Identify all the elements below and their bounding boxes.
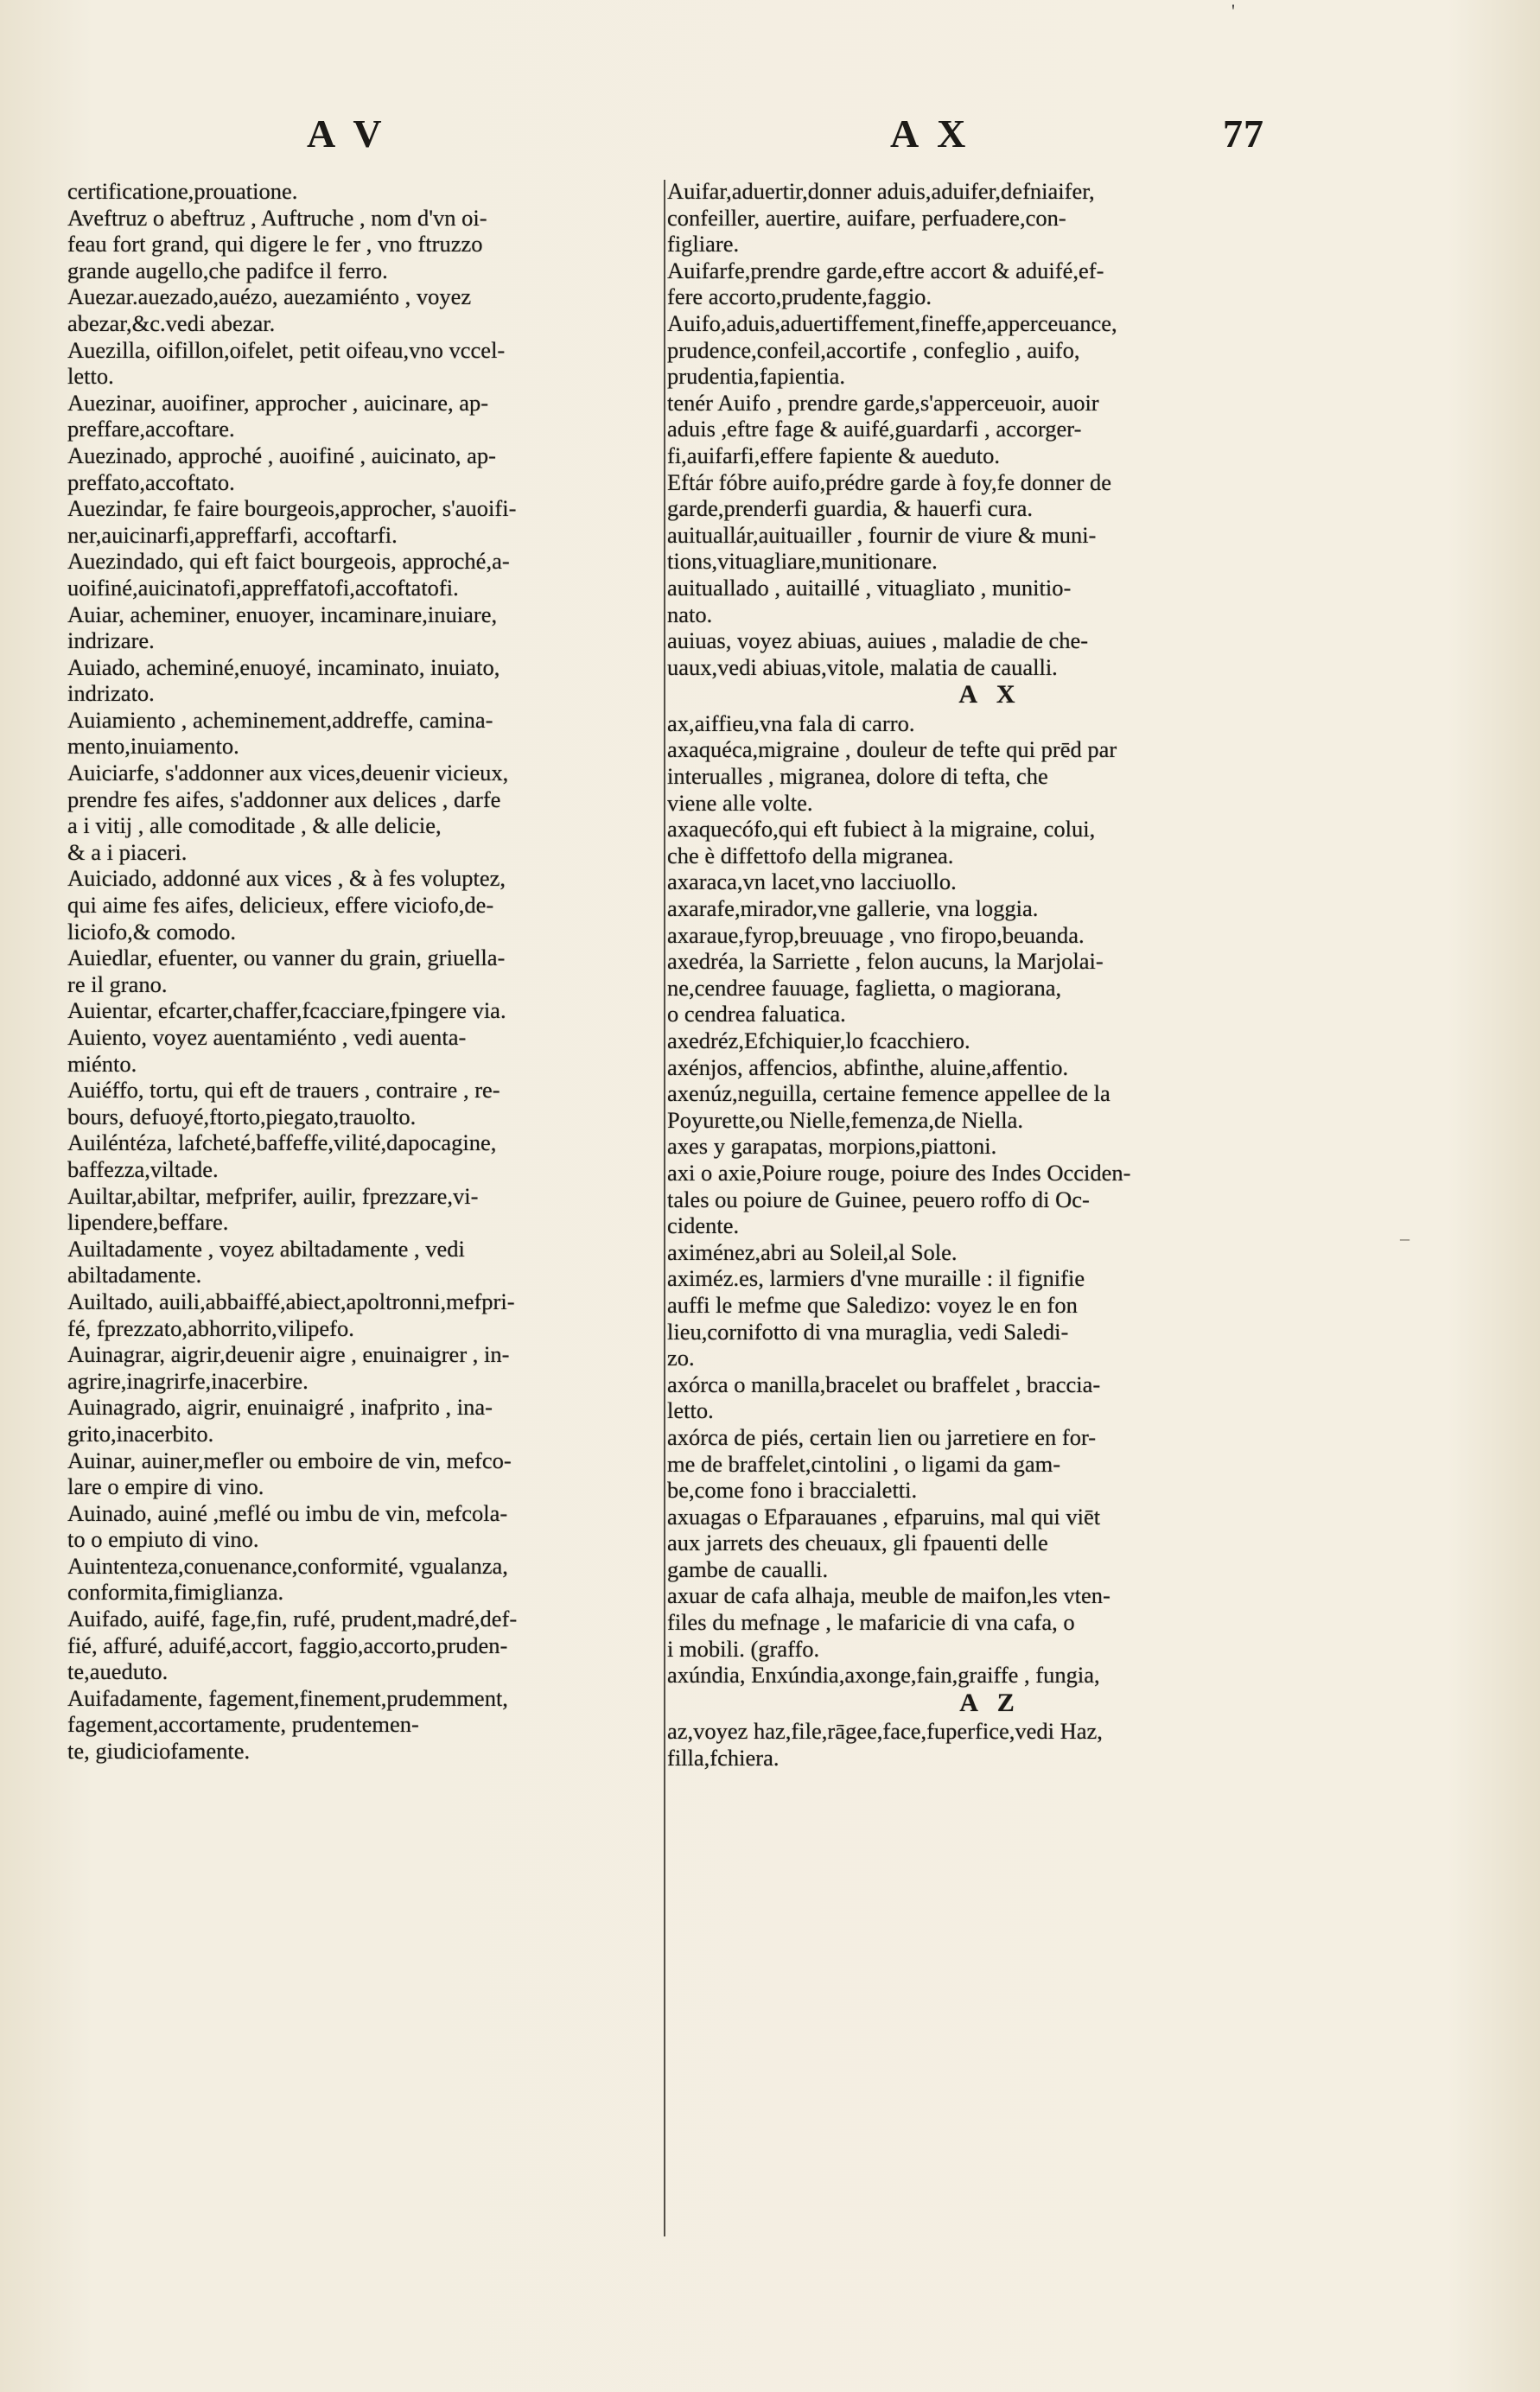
text-line: aux jarrets des cheuaux, gli fpauenti delle — [667, 1530, 1048, 1556]
text-line: auiuas, voyez abiuas, auiues , maladie de che- — [667, 627, 1089, 654]
text-line: fé, fprezzato,abhorrito,vilipefo. — [67, 1314, 354, 1341]
text-line: abezar,&c.vedi abezar. — [67, 309, 276, 336]
text-line: Auinar, auiner,mefler ou emboire de vin, mefco- — [67, 1447, 512, 1473]
text-line: tales ou poiure de Guinee, peuero roffo di Oc- — [667, 1186, 1090, 1212]
right-column-ax-entries — [667, 710, 1314, 1689]
text-line: auituallár,auituailler , fournir de viure & muni- — [667, 521, 1097, 548]
text-line: Auiltar,abiltar, mefprifer, auilir, fprezzare,vi- — [67, 1182, 479, 1209]
text-line: fagement,accortamente, prudentemen- — [67, 1711, 419, 1738]
text-line: grande augello,che padifce il ferro. — [67, 257, 388, 283]
text-line: be,come fono i braccialetti. — [667, 1477, 918, 1504]
text-line: ne,cendree fauuage, faglietta, o magiorana, — [667, 974, 1062, 1001]
text-line: feau fort grand, qui digere le fer , vno ftruzzo — [67, 231, 483, 258]
text-line: Auiar, acheminer, enuoyer, incaminare,inuiare, — [67, 601, 498, 627]
text-line: preffare,accoftare. — [67, 416, 235, 442]
text-line: Aveftruz o abeftruz , Auftruche , nom d'vn oi- — [67, 204, 487, 231]
text-line: cidente. — [667, 1212, 740, 1239]
text-line: lare o empire di vino. — [67, 1473, 264, 1500]
text-line: i mobili. (graffo. — [667, 1635, 820, 1662]
text-line: axaraca,vn lacet,vno lacciuollo. — [667, 868, 957, 895]
text-line: mento,inuiamento. — [67, 733, 239, 760]
text-line: Auiéffo, tortu, qui eft de trauers , contraire , re- — [67, 1077, 500, 1104]
text-line: auffi le mefme que Saledizo: voyez le en fon — [667, 1291, 1078, 1318]
text-line: axórca o manilla,bracelet ou braffelet , braccia- — [667, 1371, 1101, 1397]
text-line: Auifado, auifé, fage,fin, rufé, prudent,madré,def- — [67, 1606, 518, 1632]
text-line: garde,prenderfi guardia, & hauerfi cura. — [667, 495, 1034, 522]
text-line: uoifiné,auicinatofi,appreffatofi,accoftatofi. — [67, 574, 459, 601]
text-line: indrizare. — [67, 627, 155, 654]
text-line: confeiller, auertire, auifare, perfuadere,con- — [667, 204, 1066, 231]
text-line: re il grano. — [67, 970, 168, 997]
running-header — [0, 111, 1540, 171]
text-line: axórca de piés, certain lien ou jarretiere en for- — [667, 1423, 1097, 1450]
text-line: letto. — [67, 363, 114, 390]
text-line: Auiedlar, efuenter, ou vanner du grain, griuella- — [67, 945, 506, 971]
text-line: te, giudiciofamente. — [67, 1738, 251, 1765]
text-line: Auezinar, auoifiner, approcher , auicinare, ap- — [67, 389, 489, 416]
text-line: axi o axie,Poiure rouge, poiure des Indes Occiden- — [667, 1159, 1131, 1186]
text-line: tions,vituagliare,munitionare. — [667, 548, 938, 575]
text-line: axaraue,fyrop,breuuage , vno firopo,beuanda. — [667, 921, 1085, 948]
text-line: & a i piaceri. — [67, 838, 188, 865]
text-line: az,voyez haz,file,rāgee,face,fuperfice,vedi Haz, — [667, 1718, 1103, 1745]
text-line: Auientar, efcarter,chaffer,fcacciare,fpingere via. — [67, 997, 506, 1024]
text-line: ner,auicinarfi,appreffarfi, accoftarfi. — [67, 521, 398, 548]
text-line: prendre fes aifes, s'addonner aux delices , darfe — [67, 786, 501, 812]
text-line: axaquecófo,qui eft fubiect à la migraine, colui, — [667, 816, 1096, 843]
right-column-av-entries — [667, 178, 1314, 680]
text-line: auituallado , auitaillé , vituagliato , munitio- — [667, 574, 1072, 601]
text-line: files du mefnage , le mafaricie di vna cafa, o — [667, 1609, 1075, 1636]
text-line: qui aime fes aifes, delicieux, effere viciofo,de- — [67, 892, 494, 919]
left-column — [67, 178, 662, 2356]
section-heading-ax: A X — [958, 680, 1022, 709]
text-line: Auiléntéza, lafcheté,baffeffe,vilité,dapocagine, — [67, 1129, 497, 1156]
section-heading-az: A Z — [959, 1688, 1021, 1717]
text-line: aximéz.es, larmiers d'vne muraille : il fignifie — [667, 1265, 1085, 1292]
text-line: Eftár fóbre auifo,prédre garde à foy,fe donner de — [667, 468, 1112, 495]
text-line: uaux,vedi abiuas,vitole, malatia de caualli. — [667, 653, 1058, 680]
text-line: fere accorto,prudente,faggio. — [667, 283, 932, 310]
text-line: prudence,confeil,accortife , confeglio , auifo, — [667, 336, 1080, 363]
text-line: Auinado, auiné ,meflé ou imbu de vin, mefcola- — [67, 1499, 508, 1526]
text-line: lipendere,beffare. — [67, 1209, 229, 1236]
text-line: baffezza,viltade. — [67, 1155, 219, 1182]
text-line: Auinagrado, aigrir, enuinaigré , inafprito , ina- — [67, 1394, 493, 1421]
header-left-letters: A V — [307, 111, 387, 156]
text-line: Auifarfe,prendre garde,eftre accort & aduifé,ef- — [667, 257, 1104, 283]
text-line: Auezinado, approché , auoifiné , auicinato, ap- — [67, 442, 496, 468]
text-line: miénto. — [67, 1050, 137, 1077]
text-line: prudentia,fapientia. — [667, 363, 846, 390]
text-line: Auifadamente, fagement,finement,prudemment, — [67, 1684, 508, 1711]
text-line: me de braffelet,cintolini , o ligami da gam- — [667, 1450, 1061, 1477]
text-line: preffato,accoftato. — [67, 468, 235, 495]
text-line: che è diffettofo della migranea. — [667, 842, 954, 868]
text-line: Auezilla, oifillon,oifelet, petit oifeau,vno vccel- — [67, 336, 506, 363]
text-line: gambe de caualli. — [667, 1555, 829, 1582]
text-line: Auintenteza,conuenance,conformité, vgualanza, — [67, 1552, 508, 1579]
text-line: axenúz,neguilla, certaine femence appellee de la — [667, 1080, 1110, 1107]
text-line: Auifar,aduertir,donner aduis,aduifer,defniaifer, — [667, 178, 1095, 204]
text-line: Auezar.auezado,auézo, auezamiénto , voyez — [67, 283, 472, 310]
text-line: axénjos, affencios, abfinthe, aluine,affentio. — [667, 1053, 1069, 1080]
text-line: aduis ,eftre fage & auifé,guardarfi , accorger- — [667, 416, 1082, 442]
right-column-az-entries — [667, 1718, 1314, 1771]
text-line: fié, affuré, aduifé,accort, faggio,accorto,pruden- — [67, 1632, 508, 1658]
text-line: Auiento, voyez auentamiénto , vedi auenta- — [67, 1024, 467, 1050]
text-line: abiltadamente. — [67, 1262, 202, 1288]
text-line: bours, defuoyé,ftorto,piegato,trauolto. — [67, 1103, 417, 1129]
text-line: ax,aiffieu,vna fala di carro. — [667, 709, 915, 736]
text-line: fi,auifarfi,effere fapiente & aueduto. — [667, 442, 1001, 468]
text-line: a i vitij , alle comoditade , & alle delicie, — [67, 812, 442, 839]
text-line: liciofo,& comodo. — [67, 918, 237, 945]
text-line: te,aueduto. — [67, 1658, 169, 1685]
text-line: agrire,inagrirfe,inacerbire. — [67, 1367, 309, 1394]
page-number: 77 — [1223, 111, 1264, 156]
text-line: axedréz,Efchiquier,lo fcacchiero. — [667, 1027, 970, 1053]
text-line: axarafe,mirador,vne gallerie, vna loggia. — [667, 895, 1039, 922]
text-line: Auiltadamente , voyez abiltadamente , vedi — [67, 1235, 465, 1262]
text-line: certificatione,prouatione. — [67, 178, 298, 204]
text-line: aximénez,abri au Soleil,al Sole. — [667, 1238, 958, 1265]
text-line: filla,fchiera. — [667, 1745, 780, 1772]
text-line: axaquéca,migraine , douleur de tefte qui prēd par — [667, 736, 1117, 763]
text-line: axuagas o Efparauanes , efparuins, mal qui viēt — [667, 1503, 1101, 1530]
text-line: lieu,cornifotto di vna muraglia, vedi Saledi- — [667, 1318, 1069, 1345]
text-line: to o empiuto di vino. — [67, 1526, 259, 1553]
text-line: Auiciarfe, s'addonner aux vices,deuenir vicieux, — [67, 760, 509, 786]
text-line: Auiamiento , acheminement,addreffe, camina- — [67, 706, 493, 733]
text-line: tenér Auifo , prendre garde,s'apperceuoir, auoir — [667, 389, 1099, 416]
text-line: interualles , migranea, dolore di tefta, che — [667, 763, 1048, 790]
text-line: axedréa, la Sarriette , felon aucuns, la Marjolai- — [667, 948, 1104, 975]
margin-mark: – — [1400, 1227, 1410, 1249]
text-line: letto. — [667, 1397, 714, 1424]
text-line: axúndia, Enxúndia,axonge,fain,graiffe , fungia, — [667, 1662, 1100, 1689]
text-line: Auiltado, auili,abbaiffé,abiect,apoltronni,mefpri- — [67, 1288, 515, 1314]
text-line: nato. — [667, 601, 713, 627]
text-line: Auifo,aduis,aduertiffement,fineffe,apperceuance, — [667, 309, 1117, 336]
header-center-letters: A X — [890, 111, 971, 156]
text-line: viene alle volte. — [667, 789, 813, 816]
text-line: axuar de cafa alhaja, meuble de maifon,les vten- — [667, 1582, 1110, 1609]
text-line: grito,inacerbito. — [67, 1420, 214, 1447]
text-line: figliare. — [667, 231, 740, 258]
text-line: Auinagrar, aigrir,deuenir aigre , enuinaigrer , in- — [67, 1341, 510, 1368]
text-line: Auiado, acheminé,enuoyé, incaminato, inuiato, — [67, 653, 500, 680]
text-line: conformita,fimiglianza. — [67, 1579, 284, 1606]
text-line: Poyurette,ou Nielle,femenza,de Niella. — [667, 1106, 1024, 1133]
text-line: indrizato. — [67, 680, 155, 707]
top-margin-mark: ' — [1231, 0, 1235, 22]
text-line: Auezindar, fe faire bourgeois,approcher, s'auoifi- — [67, 495, 517, 522]
text-line: zo. — [667, 1345, 695, 1371]
text-line: Auiciado, addonné aux vices , & à fes voluptez, — [67, 865, 506, 892]
text-line: Auezindado, qui eft faict bourgeois, approché,a- — [67, 548, 510, 575]
text-line: axes y garapatas, morpions,piattoni. — [667, 1133, 997, 1160]
column-divider — [664, 180, 665, 2236]
right-column — [667, 178, 1314, 2356]
text-line: o cendrea faluatica. — [667, 1001, 846, 1027]
